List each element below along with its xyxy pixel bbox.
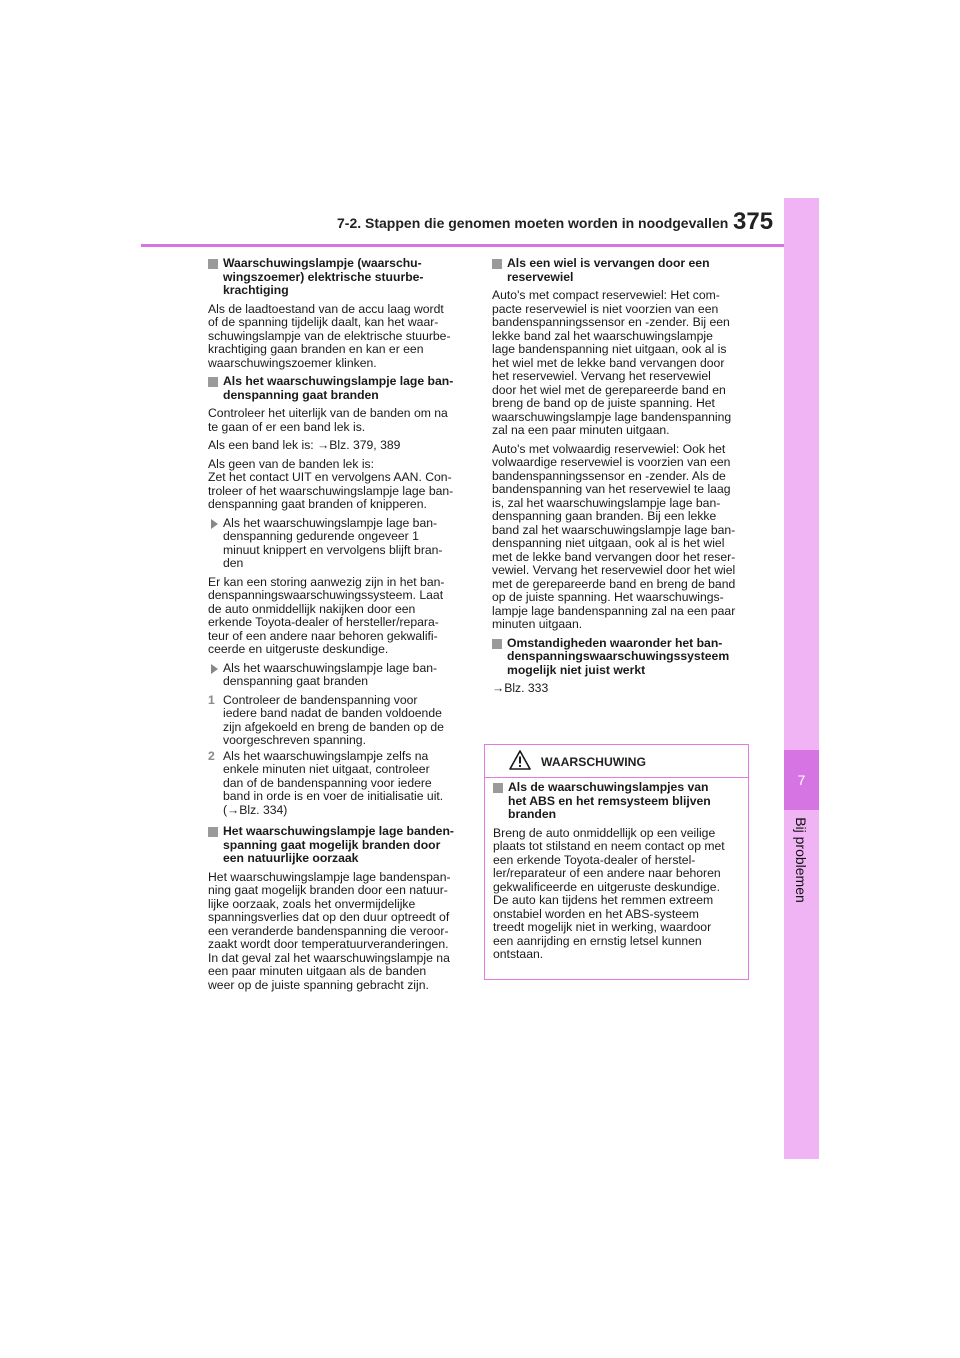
page-reference[interactable]: Als een band lek is: →Blz. 379, 389 — [208, 438, 401, 452]
square-bullet-icon — [208, 377, 218, 387]
square-bullet-icon — [493, 783, 503, 793]
heading-text: Als het waarschuwingslampje lage ban- denspanning gaat branden — [223, 374, 454, 402]
square-bullet-icon — [492, 259, 502, 269]
warning-content — [493, 781, 741, 967]
paragraph: Als geen van de banden lek is: Zet het contact UIT en vervolgens AAN. Con- troleer of het waarschuwingslampje lage ban- denspanning gaat branden of knipperen. — [208, 456, 454, 511]
section-heading — [208, 257, 464, 298]
step-text: Als het waarschuwingslampje zelfs na enkele minuten niet uitgaat, controleer dan of de bandenspanning voor iedere band in orde is en voer de initialisatie uit. (→Blz. 334) — [223, 748, 444, 817]
arrow-bullet-icon — [211, 664, 218, 674]
step-number: 2 — [208, 748, 215, 763]
numbered-step — [208, 750, 464, 818]
right-column — [492, 257, 748, 701]
square-bullet-icon — [492, 639, 502, 649]
numbered-step — [208, 694, 464, 748]
heading-text: Waarschuwingslampje (waarschu- wingszoemer) elektrische stuurbe- krachtiging — [223, 256, 424, 297]
section-title: 7-2. Stappen die genomen moeten worden in noodgevallen — [337, 215, 729, 231]
warning-title: WAARSCHUWING — [541, 755, 646, 769]
warning-header — [485, 745, 748, 778]
paragraph: Auto's met volwaardig reservewiel: Ook het volwaardige reservewiel is voorzien van een bandenspanningssensor en -zender. Als de bandenspanning van het reservewiel te laag is, zal het waarschuwingslampje lage ban- denspanning gaan branden. Bij een lekke band zal het waarschuwingslampje lage ban- denspanning niet uitgaan, ook al is het wiel met de lekke band vervangen door het reser- vewiel. Vervang het reservewiel door het wiel met de gerepareerde band en breng de band op de juiste spanning. Het waarschuwings- lampje lage bandenspanning zal na een paar minuten uitgaan. — [492, 441, 736, 631]
arrow-list-item — [208, 517, 464, 571]
section-heading — [208, 825, 464, 866]
arrow-list-item — [208, 662, 464, 689]
left-column — [208, 257, 464, 997]
heading-text: Het waarschuwingslampje lage banden- spanning gaat mogelijk branden door een natuurlijke oorzaak — [223, 824, 454, 865]
page-reference[interactable]: →Blz. 333 — [492, 681, 549, 695]
warning-heading — [493, 781, 741, 822]
paragraph: Het waarschuwingslampje lage bandenspan- ning gaat mogelijk branden door een natuur- lijke oorzaak, zoals het onvermijdelijke spanningsverlies dat op den duur optreedt of een veranderde bandenspanning die veroor- zaakt wordt door temperatuurveranderingen. In dat geval zal het waarschuwingslampje na een paar minuten uitgaan als de banden weer op de juiste spanning gebracht zijn. — [208, 869, 451, 992]
chapter-number-tab[interactable]: 7 — [784, 750, 819, 810]
square-bullet-icon — [208, 259, 218, 269]
paragraph: Controleer het uiterlijk van de banden om na te gaan of er een band lek is. — [208, 406, 448, 434]
step-number: 1 — [208, 692, 215, 707]
step-text: Controleer de bandenspanning voor iedere band nadat de banden voldoende zijn afgekoeld en breng de banden op de voorgeschreven spanning. — [223, 692, 444, 747]
page-number: 375 — [733, 208, 774, 235]
warning-text: Breng de auto onmiddellijk op een veilige plaats tot stilstand en neem contact op met een erkende Toyota-dealer of herstel- ler/reparateur of een andere naar behoren gekwalificeerde en uitgeruste deskundige. De auto kan tijdens het remmen extreem onstabiel worden en het ABS-systeem treedt mogelijk niet in werking, waardoor een aanrijding en ernstig letsel kunnen ontstaan. — [493, 825, 725, 961]
header-rule — [141, 244, 784, 247]
paragraph: Auto's met compact reservewiel: Het com- pacte reservewiel is niet voorzien van een bandenspanningssensor en -zender. Bij een lekke band zal het waarschuwingslampje lage bandenspanning niet uitgaan, ook al is het wiel met de lekke band vervangen door het reservewiel. Vervang het reservewiel door het wiel met de gerepareerde band en breng de band op de juiste spanning. Het waarschuwingslampje lage bandenspanning zal na een paar minuten uitgaan. — [492, 288, 732, 437]
section-heading — [492, 257, 748, 284]
section-heading — [492, 637, 748, 678]
heading-text: Als een wiel is vervangen door een reservewiel — [507, 256, 710, 284]
warning-triangle-icon — [509, 750, 531, 770]
arrow-bullet-icon — [211, 519, 218, 529]
square-bullet-icon — [208, 827, 218, 837]
paragraph: Er kan een storing aanwezig zijn in het ban- denspanningswaarschuwingssysteem. Laat de auto onmiddellijk nakijken door een erkende Toyota-dealer of hersteller/repara- teur of een andere naar behoren gekwalifi- ceerde en uitgeruste deskundige. — [208, 574, 445, 656]
paragraph: Als de laadtoestand van de accu laag wordt of de spanning tijdelijk daalt, kan het waar- schuwingslampje van de elektrische stuurbe- krachtiging gaan branden en kan er een waarschuwingszoemer klinken. — [208, 301, 451, 370]
warning-box — [484, 744, 749, 980]
heading-text: Als de waarschuwingslampjes van het ABS en het remsysteem blijven branden — [508, 780, 711, 821]
chapter-label: Bij problemen — [793, 817, 809, 903]
heading-text: Omstandigheden waaronder het ban- denspanningswaarschuwingssysteem mogelijk niet juist werkt — [507, 635, 730, 677]
chapter-side-strip — [784, 198, 819, 1159]
section-heading — [208, 375, 464, 402]
arrow-item-text: Als het waarschuwingslampje lage ban- denspanning gedurende ongeveer 1 minuut knippert en vervolgens blijft bran- den — [223, 515, 443, 570]
arrow-item-text: Als het waarschuwingslampje lage ban- denspanning gaat branden — [223, 660, 438, 688]
